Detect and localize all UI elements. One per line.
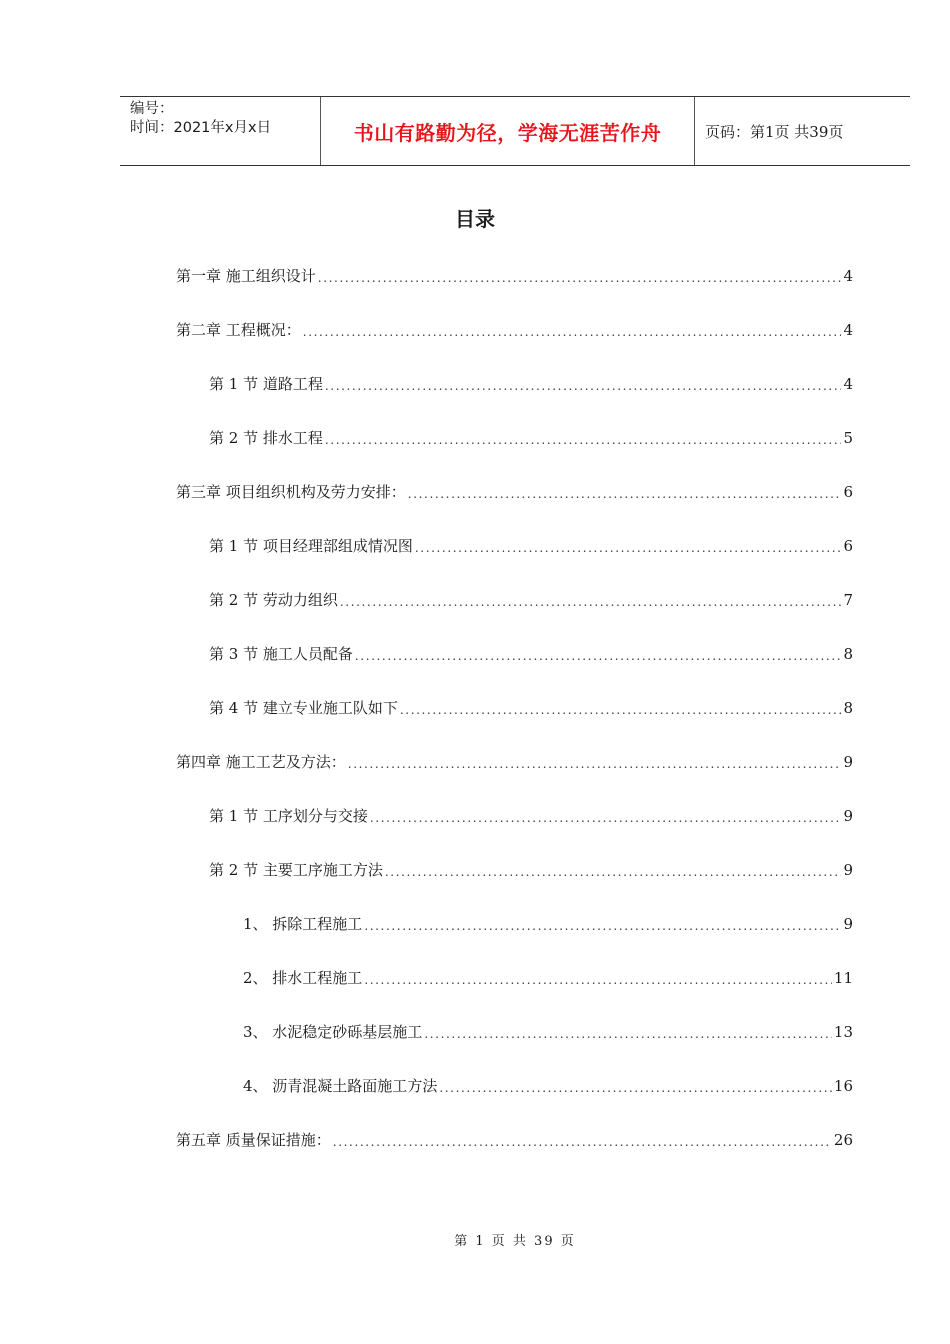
toc-entry-label: 第 1 节 工序划分与交接 xyxy=(209,807,368,825)
toc-entry[interactable] xyxy=(209,697,853,719)
toc-entry-label: 3、 水泥稳定砂砾基层施工 xyxy=(243,1023,423,1041)
dot-leader xyxy=(400,701,842,719)
toc-entry[interactable] xyxy=(176,265,853,287)
toc-entry[interactable] xyxy=(243,913,853,935)
toc-entry-label: 第 1 节 道路工程 xyxy=(209,375,323,393)
dot-leader xyxy=(370,809,842,827)
page-footer: 第 1 页 共 39 页 xyxy=(454,1234,576,1249)
toc-entry-label: 4、 沥青混凝土路面施工方法 xyxy=(243,1077,438,1095)
toc-entry-page: 9 xyxy=(843,807,853,825)
toc-entry-label: 第 4 节 建立专业施工队如下 xyxy=(209,699,398,717)
toc-entry-page: 9 xyxy=(843,915,853,933)
toc-entry-page: 9 xyxy=(843,861,853,879)
toc-entry-page: 5 xyxy=(843,429,853,447)
toc-entry-label: 1、 拆除工程施工 xyxy=(243,915,363,933)
dot-leader xyxy=(424,1025,832,1043)
toc-entry[interactable] xyxy=(176,319,853,341)
time-label: 时间：2021年x月x日 xyxy=(130,120,272,136)
toc-entry-label: 第四章 施工工艺及方法： xyxy=(176,753,346,771)
toc-entry-page: 13 xyxy=(833,1023,853,1041)
toc-entry-page: 8 xyxy=(843,699,853,717)
toc-entry-page: 9 xyxy=(843,753,853,771)
dot-leader xyxy=(364,917,841,935)
toc-entry[interactable] xyxy=(243,967,853,989)
toc-entry-label: 第 1 节 项目经理部组成情况图 xyxy=(209,537,413,555)
toc-entry-page: 4 xyxy=(843,321,853,339)
toc-entry-page: 7 xyxy=(843,591,853,609)
toc-entry-label: 第 3 节 施工人员配备 xyxy=(209,645,353,663)
header-motto: 书山有路勤为径，学海无涯苦作舟 xyxy=(321,97,695,165)
toc-entry[interactable] xyxy=(209,535,853,557)
toc-entry-label: 第 2 节 排水工程 xyxy=(209,429,323,447)
toc-entry-label: 第一章 施工组织设计 xyxy=(176,267,316,285)
header-page-info: 页码：第1页 共39页 xyxy=(705,122,844,141)
toc-entry-page: 8 xyxy=(843,645,853,663)
toc-title: 目录 xyxy=(455,207,495,231)
toc-entry-page: 6 xyxy=(843,537,853,555)
toc-entry[interactable] xyxy=(209,373,853,395)
dot-leader xyxy=(303,323,842,341)
toc-entry[interactable] xyxy=(243,1021,853,1043)
dot-leader xyxy=(348,755,842,773)
dot-leader xyxy=(364,971,832,989)
toc-entry-page: 26 xyxy=(833,1131,853,1149)
toc-entry-page: 4 xyxy=(843,267,853,285)
toc-entry[interactable] xyxy=(209,643,853,665)
dot-leader xyxy=(325,377,842,395)
dot-leader xyxy=(415,539,842,557)
toc-entry-label: 第三章 项目组织机构及劳力安排： xyxy=(176,483,406,501)
toc-entry-label: 第五章 质量保证措施： xyxy=(176,1131,331,1149)
dot-leader xyxy=(325,431,842,449)
toc-entry[interactable] xyxy=(176,1129,853,1151)
toc-entry-page: 11 xyxy=(833,969,853,987)
toc-entry-label: 2、 排水工程施工 xyxy=(243,969,363,987)
dot-leader xyxy=(333,1133,832,1151)
dot-leader xyxy=(385,863,842,881)
toc-entry[interactable] xyxy=(209,427,853,449)
number-label: 编号： xyxy=(130,101,174,117)
dot-leader xyxy=(439,1079,832,1097)
header-meta-cell xyxy=(120,97,321,165)
page-header xyxy=(120,96,910,166)
toc-entry-page: 6 xyxy=(843,483,853,501)
toc-entry[interactable] xyxy=(209,589,853,611)
toc-entry[interactable] xyxy=(209,859,853,881)
toc-entry[interactable] xyxy=(209,805,853,827)
dot-leader xyxy=(408,485,842,503)
dot-leader xyxy=(355,647,842,665)
toc-entry-page: 16 xyxy=(833,1077,853,1095)
dot-leader xyxy=(318,269,842,287)
toc-entry[interactable] xyxy=(176,751,853,773)
toc-entry[interactable] xyxy=(243,1075,853,1097)
dot-leader xyxy=(340,593,842,611)
toc-entry[interactable] xyxy=(176,481,853,503)
toc-entry-label: 第 2 节 劳动力组织 xyxy=(209,591,338,609)
toc-entry-page: 4 xyxy=(843,375,853,393)
toc-entry-label: 第二章 工程概况： xyxy=(176,321,301,339)
toc-entry-label: 第 2 节 主要工序施工方法 xyxy=(209,861,383,879)
